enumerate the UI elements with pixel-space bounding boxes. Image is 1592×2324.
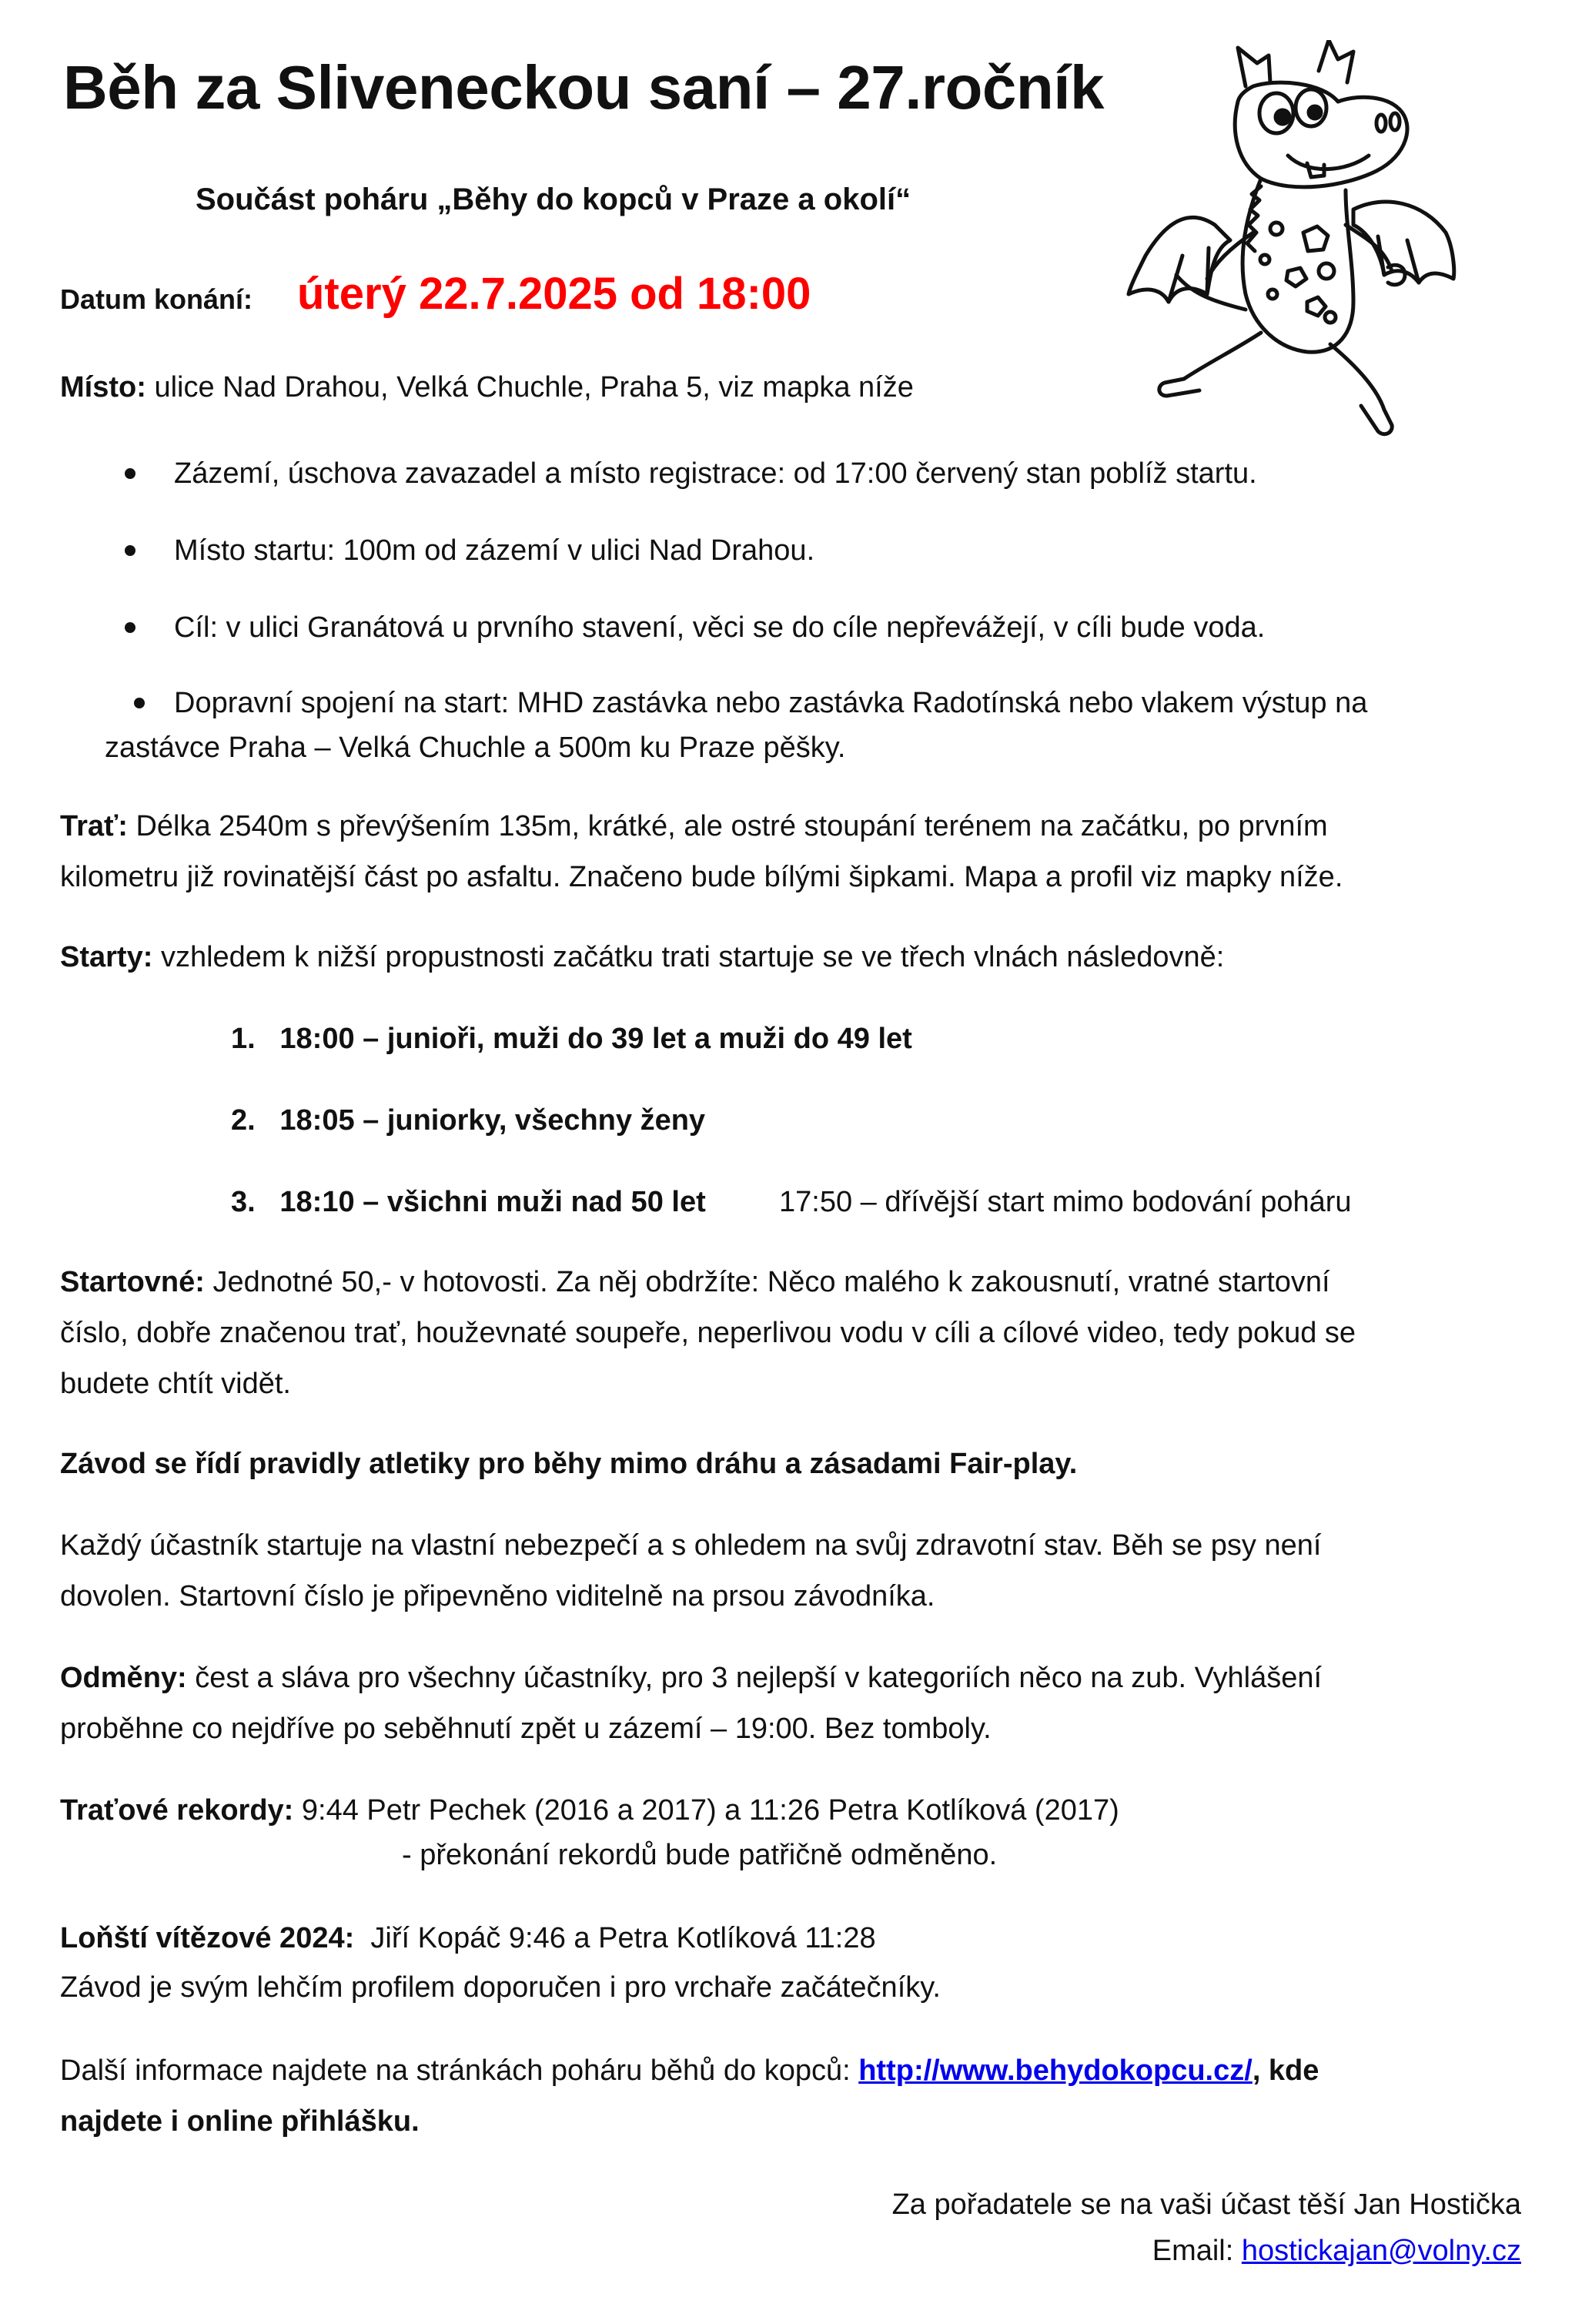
bullet-icon [125, 622, 135, 633]
starts-line [60, 932, 1224, 983]
records-line-1 [60, 1785, 1119, 1836]
rewards-line-2: proběhne co nejdříve po seběhnutí zpět u zázemí – 19:00. Bez tomboly. [60, 1713, 992, 1745]
starts-label: Starty: [60, 941, 153, 973]
track-label: Trať: [60, 810, 128, 842]
rewards-label: Odměny: [60, 1662, 187, 1694]
bullet-icon [125, 545, 135, 556]
rewards-line-1 [60, 1653, 1322, 1703]
recommendation-line: Závod je svým lehčím profilem doporučen i pro vrchaře začátečníky. [60, 1971, 941, 2004]
starts-text: vzhledem k nižší propustnosti začátku trati startuje se ve třech vlnách následovně: [160, 941, 1225, 973]
bullet-icon [125, 468, 135, 479]
fee-label: Startovné: [60, 1266, 205, 1298]
website-link[interactable]: http://www.behydokopcu.cz/ [858, 2054, 1253, 2087]
records-label: Traťové rekordy: [60, 1794, 294, 1827]
fee-line-1 [60, 1257, 1330, 1308]
place-label: Místo: [60, 371, 146, 404]
more-info-line-2: najdete i online přihlášku. [60, 2105, 420, 2138]
more-info-text: Další informace najdete na stránkách poháru běhů do kopců: [60, 2054, 851, 2087]
more-info-line-1 [60, 2045, 1319, 2096]
bullet-icon [134, 698, 145, 708]
responsibility-line-1: Každý účastník startuje na vlastní nebezpečí a s ohledem na svůj zdravotní stav. Běh se psy není [60, 1529, 1322, 1562]
subtitle: Součást poháru „Běhy do kopců v Praze a okolí“ [196, 183, 911, 216]
fee-line-2: číslo, dobře značenou trať, houževnaté soupeře, neperlivou vodu v cíli a cílové video, tedy pokud se [60, 1317, 1356, 1349]
track-line-2: kilometru již rovinatější část po asfaltu. Značeno bude bílými šipkami. Mapa a profil viz mapky níže. [60, 861, 1343, 893]
rewards-text: čest a sláva pro všechny účastníky, pro 3 nejlepší v kategoriích něco na zub. Vyhlášení [195, 1662, 1323, 1694]
date-label: Datum konání: [60, 283, 253, 315]
early-start-note: 17:50 – dřívější start mimo bodování poháru [779, 1186, 1352, 1218]
dragon-mascot-image [1122, 40, 1461, 440]
start-wave-item: 3. 18:10 – všichni muži nad 50 let [231, 1186, 706, 1218]
organizer-line: Za pořadatele se na vaši účast těší Jan Hostička [891, 2188, 1521, 2221]
bullet-item: Cíl: v ulici Granátová u prvního stavení, věci se do cíle nepřevážejí, v cíli bude voda. [174, 611, 1266, 644]
date-value: úterý 22.7.2025 od 18:00 [297, 269, 811, 319]
track-text: Délka 2540m s převýšením 135m, krátké, ale ostré stoupání terénem na začátku, po prvním [135, 810, 1328, 842]
fee-line-3: budete chtít vidět. [60, 1368, 291, 1400]
email-link[interactable]: hostickajan@volny.cz [1241, 2235, 1521, 2267]
records-line-2: - překonání rekordů bude patřičně odměněno. [402, 1839, 998, 1871]
last-winners-label: Loňští vítězové 2024: [60, 1922, 355, 1954]
responsibility-line-2: dovolen. Startovní číslo je připevněno viditelně na prsou závodníka. [60, 1580, 935, 1612]
track-line-1 [60, 801, 1328, 852]
more-info-after: , kde [1252, 2054, 1319, 2087]
last-winners-line [60, 1913, 876, 1964]
bullet-item-continuation: zastávce Praha – Velká Chuchle a 500m ku Praze pěšky. [105, 732, 846, 764]
email-line [1152, 2225, 1521, 2276]
bullet-item: Zázemí, úschova zavazadel a místo registrace: od 17:00 červený stan poblíž startu. [174, 457, 1257, 490]
email-label: Email: [1152, 2235, 1234, 2267]
bullet-item: Místo startu: 100m od zázemí v ulici Nad Drahou. [174, 534, 815, 567]
place-line [60, 362, 914, 413]
document-title: Běh za Sliveneckou saní – 27.ročník [63, 53, 1104, 122]
rules-statement: Závod se řídí pravidly atletiky pro běhy mimo dráhu a zásadami Fair-play. [60, 1448, 1078, 1480]
last-winners-text: Jiří Kopáč 9:46 a Petra Kotlíková 11:28 [370, 1922, 876, 1954]
place-text: ulice Nad Drahou, Velká Chuchle, Praha 5, viz mapka níže [154, 371, 914, 404]
start-wave-item: 2. 18:05 – juniorky, všechny ženy [231, 1104, 706, 1137]
records-text: 9:44 Petr Pechek (2016 a 2017) a 11:26 Petra Kotlíková (2017) [301, 1794, 1119, 1827]
start-wave-item: 1. 18:00 – junioři, muži do 39 let a muži do 49 let [231, 1023, 912, 1055]
bullet-item: Dopravní spojení na start: MHD zastávka nebo zastávka Radotínská nebo vlakem výstup na [174, 687, 1368, 719]
fee-text: Jednotné 50,- v hotovosti. Za něj obdržíte: Něco malého k zakousnutí, vratné startovní [212, 1266, 1330, 1298]
